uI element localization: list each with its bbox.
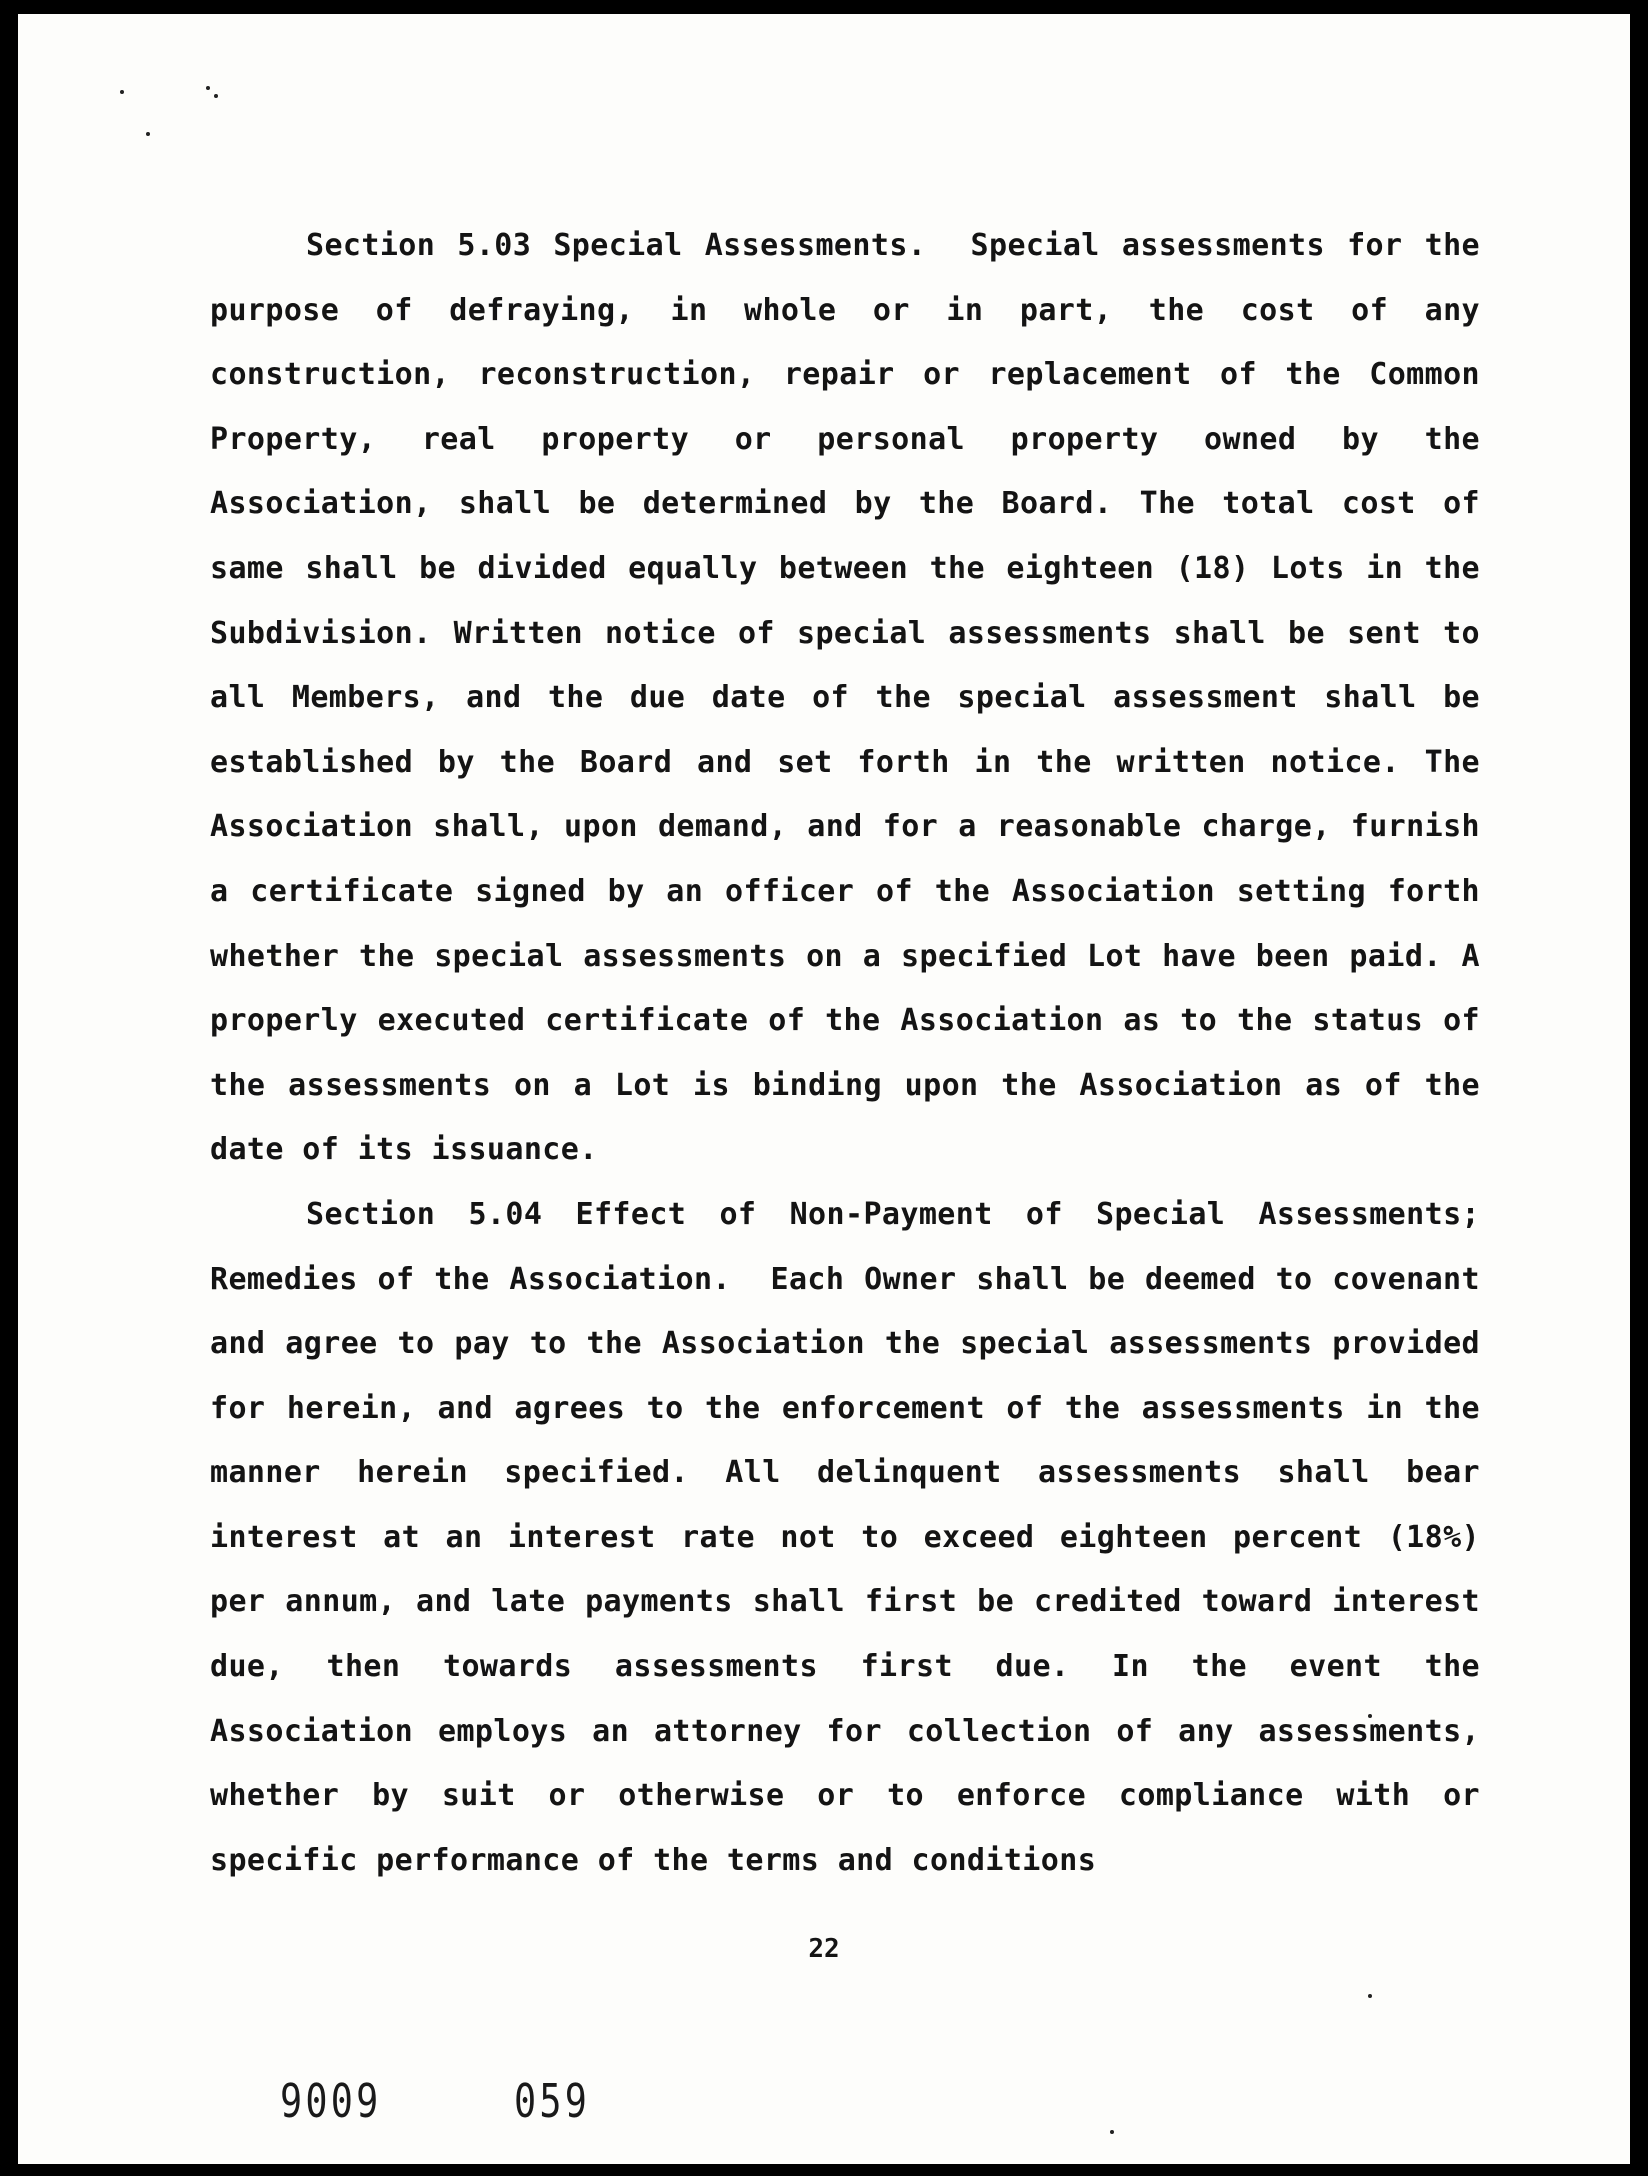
section-5-04-body: Each Owner shall be deemed to covenant and agree to pay to the Association the special assessments provided for herein, and agrees to the enforcement of the assessments in the manner herein specified. All delinquent assessments shall bear interest at an interest rate not to exceed eighteen percent (18%) per annum, and late payments shall first be credited toward interest due, then towards assessments first due. In the event the Association employs an attorney for collection of any assessments, whether by suit or otherwise or to enforce compliance with or specific performance of the terms and conditions: [210, 1261, 1480, 1878]
document-id-part1: 9009: [280, 2074, 382, 2128]
page-number: 22: [808, 1934, 840, 1964]
document-page: [18, 14, 1630, 2164]
section-5-03-body: Special assessments for the purpose of defraying, in whole or in part, the cost of any construction, reconstruction, repair or replacement of the Common Property, real property or personal property owned by the Association, shall be determined by the Board. The total cost of same shall be divided equally between the eighteen (18) Lots in the Subdivision. Written notice of special assessments shall be sent to all Members, and the due date of the special assessment shall be established by the Board and set forth in the written notice. The Association shall, upon demand, and for a reasonable charge, furnish a certificate signed by an officer of the Association setting forth whether the special assessments on a specified Lot have been paid. A properly executed certificate of the Association as to the status of the assessments on a Lot is binding upon the Association as of the date of its issuance.: [210, 228, 1480, 1168]
section-5-04-heading: Section 5.04 Effect of Non-Payment of Special Assessments; Remedies of the Association.: [210, 1196, 1480, 1297]
document-body: [210, 214, 1480, 1893]
section-5-03-paragraph: [210, 214, 1480, 1183]
section-5-03-heading: Section 5.03 Special Assessments.: [306, 228, 927, 263]
section-5-04-paragraph: [210, 1183, 1480, 1894]
document-id-part2: 059: [514, 2074, 591, 2128]
